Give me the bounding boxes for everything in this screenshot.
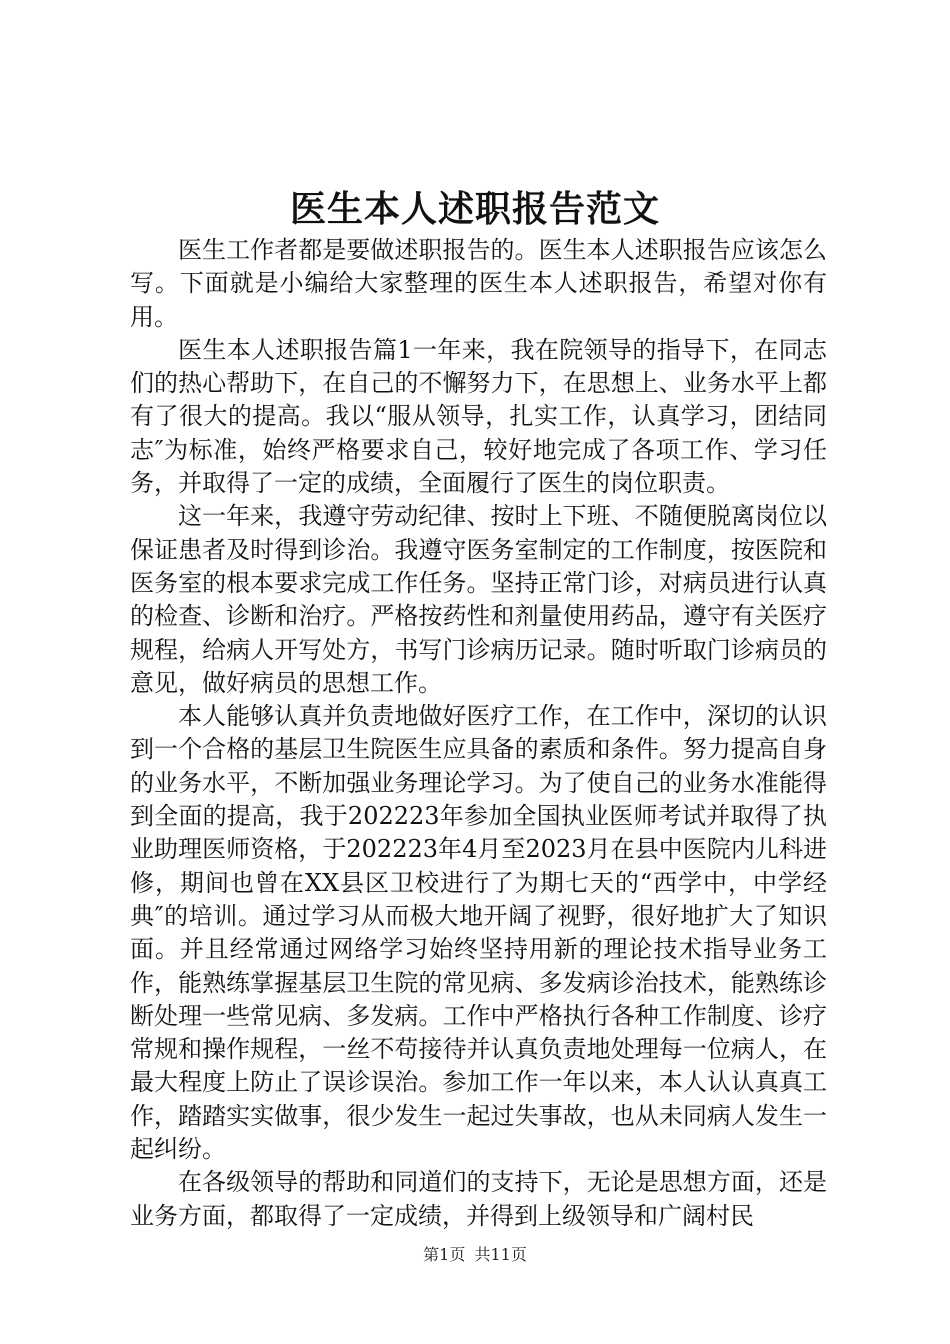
document-body (130, 234, 827, 1233)
document-title: 医生本人述职报告范文 (289, 188, 660, 230)
paragraph-intro: 医生工作者都是要做述职报告的。医生本人述职报告应该怎么写。下面就是小编给大家整理的医生本人述职报告，希望对你有用。 (130, 236, 827, 331)
paragraph-achievements: 在各级领导的帮助和同道们的支持下，无论是思想方面，还是业务方面，都取得了一定成绩，并得到上级领导和广阔村民 (130, 1168, 827, 1230)
page-footer (0, 1244, 950, 1266)
page-number: 第1页 (423, 1245, 466, 1264)
paragraph-report-1: 医生本人述职报告篇1一年来，我在院领导的指导下，在同志们的热心帮助下，在自己的不懈努力下，在思想上、业务水平上都有了很大的提高。我以“服从领导，扎实工作，认真学习，团结同志″为标准，始终严格要求自己，较好地完成了各项工作、学习任务，并取得了一定的成绩，全面履行了医生的岗位职责。 (130, 335, 827, 498)
page-total: 共11页 (474, 1245, 527, 1264)
paragraph-discipline: 这一年来，我遵守劳动纪律、按时上下班、不随便脱离岗位以保证患者及时得到诊治。我遵守医务室制定的工作制度，按医院和医务室的根本要求完成工作任务。坚持正常门诊，对病员进行认真的检查、诊断和治疗。严格按药性和剂量使用药品，遵守有关医疗规程，给病人开写处方，书写门诊病历记录。随时听取门诊病员的意见，做好病员的思想工作。 (130, 502, 827, 697)
paragraph-medical-work: 本人能够认真并负责地做好医疗工作，在工作中，深切的认识到一个合格的基层卫生院医生应具备的素质和条件。努力提高自身的业务水平，不断加强业务理论学习。为了使自己的业务水准能得到全面的提高，我于202223年参加全国执业医师考试并取得了执业助理医师资格，于202223年4月至2023月在县中医院内儿科进修，期间也曾在XX县区卫校进行了为期七天的“西学中，中学经典″的培训。通过学习从而极大地开阔了视野，很好地扩大了知识面。并且经常通过网络学习始终坚持用新的理论技术指导业务工作，能熟练掌握基层卫生院的常见病、多发病诊治技术，能熟练诊断处理一些常见病、多发病。工作中严格执行各种工作制度、诊疗常规和操作规程，一丝不苟接待并认真负责地处理每一位病人，在最大程度上防止了误诊误治。参加工作一年以来，本人认认真真工作，踏踏实实做事，很少发生一起过失事故，也从未同病人发生一起纠纷。 (130, 702, 827, 1164)
